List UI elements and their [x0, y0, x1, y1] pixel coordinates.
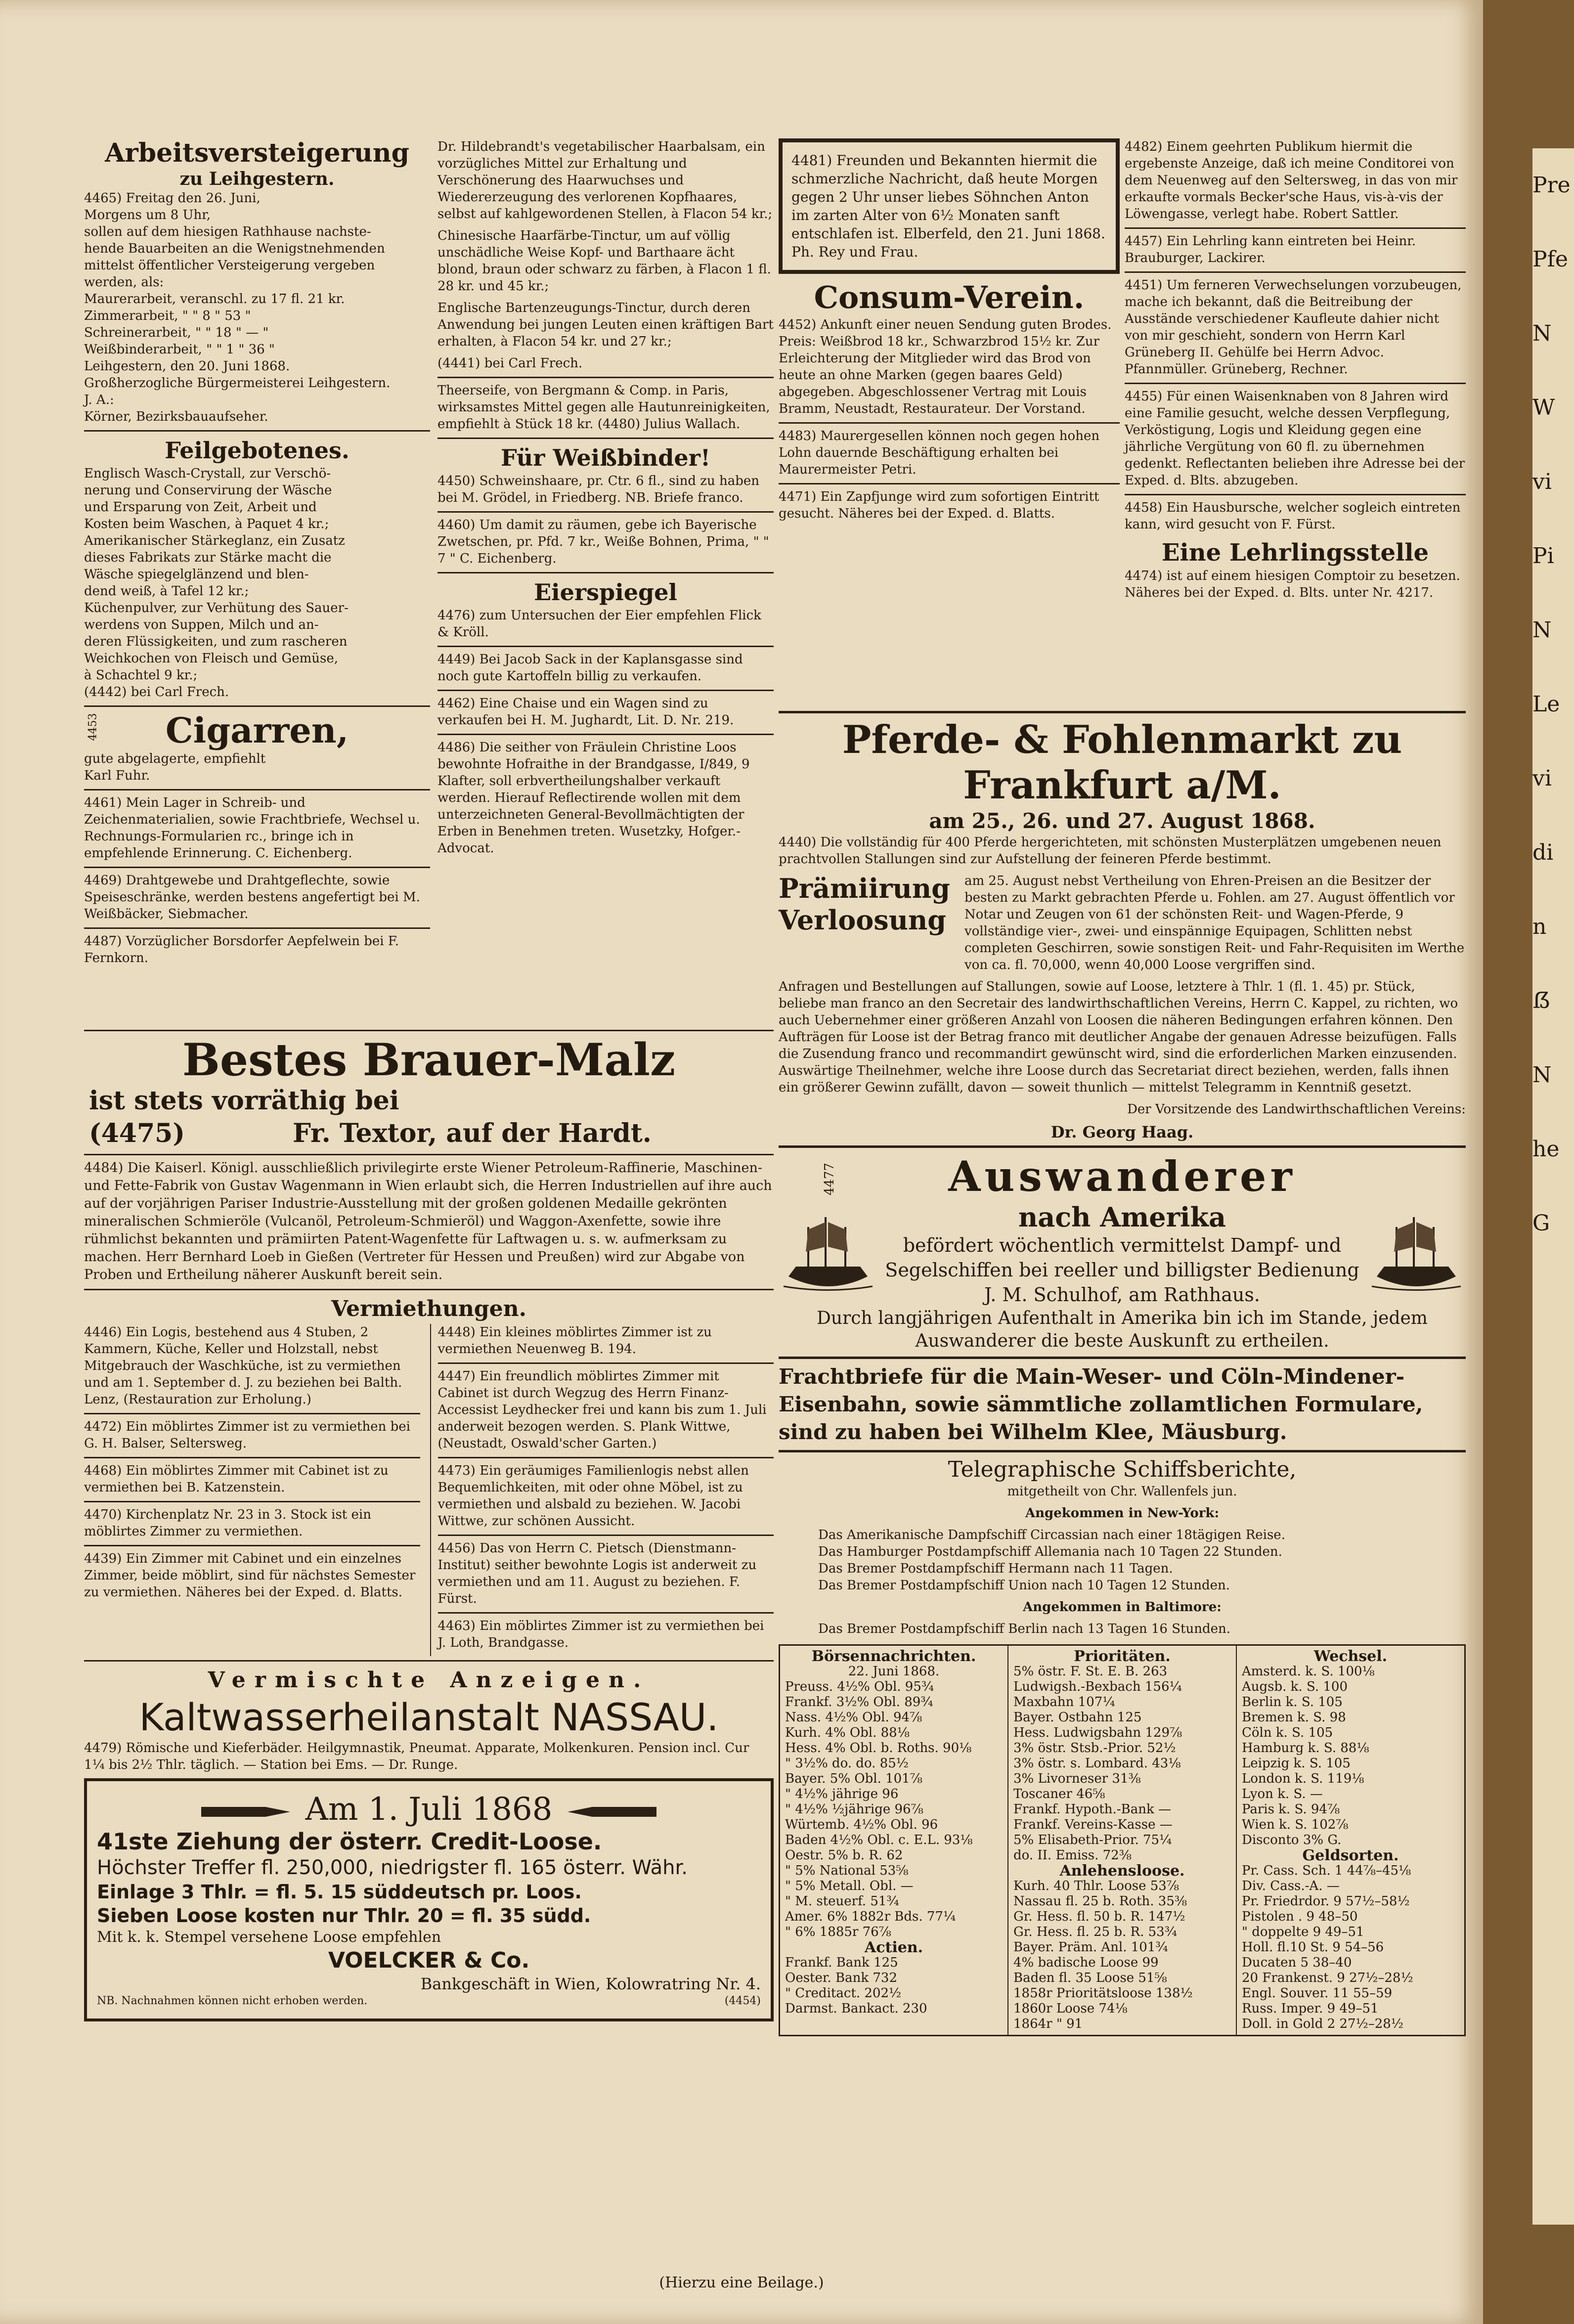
rentals-left [84, 1324, 420, 1656]
stock-quote: Oestr. 5% b. R. 62 [785, 1848, 903, 1863]
stock-quote: 4% badische Loose 99 [1013, 1955, 1159, 1970]
stock-quote: Pistolen . 9 48–50 [1242, 1909, 1358, 1924]
rental-ad: 4456) Das von Herrn C. Pietsch (Dienstmann-Institut) seither bewohnte Logis ist anderweit zu vermiethen und am 11. August zu beziehen. F. Fürst. [437, 1541, 757, 1606]
tar-soap-ad: Theerseife, von Bergmann & Comp. in Paris, wirksamstes Mittel gegen alle Hautunreinigkeiten, empfiehlt à Stück 18 kr. (4480) Julius Wallach. [437, 383, 770, 432]
stock-quote: Engl. Souver. 11 55–59 [1242, 1986, 1393, 2001]
auction-line: sollen auf dem hiesigen Rathhause nachste- [84, 224, 371, 239]
for-sale-line: (4442) bei Carl Frech. [84, 685, 229, 700]
emigrant-number: 4477 [822, 1162, 837, 1196]
rental-ad: 4463) Ein möblirtes Zimmer ist zu vermiethen bei J. Loth, Brandgasse. [437, 1619, 764, 1650]
credit-line-2: Höchster Treffer fl. 250,000, niedrigster fl. 165 österr. Währ. [97, 1856, 688, 1879]
death-notice [779, 138, 1120, 274]
stock-quote: Darmst. Bankact. 230 [785, 2001, 927, 2016]
auction-line: Weißbinderarbeit, " " 1 " 36 " [84, 342, 275, 357]
egg-mirror-ad: 4476) zum Untersuchen der Eier empfehlen Flick & Kröll. [437, 608, 761, 640]
credit-line-3: Einlage 3 Thlr. = fl. 5. 15 süddeutsch pr. Loos. [97, 1881, 582, 1903]
credit-firm: VOELCKER & Co. [328, 1948, 530, 1973]
stock-table [779, 1644, 1466, 2036]
malt-line: ist stets vorräthig bei [89, 1086, 399, 1116]
for-sale-line: dend weiß, à Tafel 12 kr.; [84, 584, 249, 599]
stock-list-3 [1242, 1664, 1459, 1848]
rental-ad: 4470) Kirchenplatz Nr. 23 in 3. Stock ist ein möblirtes Zimmer zu vermiethen. [84, 1507, 371, 1539]
stock-quote: 1860r Loose 74⅛ [1013, 2001, 1128, 2016]
stock-heading-coins: Geldsorten. [1302, 1847, 1399, 1864]
stock-quote: Baden fl. 35 Loose 51⅝ [1013, 1971, 1167, 1985]
emigrant-heading: Auswanderer [948, 1152, 1296, 1201]
stock-quote: 20 Frankenst. 9 27½–28½ [1242, 1971, 1413, 1985]
for-sale-list [84, 465, 430, 701]
column-3 [779, 138, 1120, 527]
stock-quote: Gr. Hess. fl. 50 b. R. 147½ [1013, 1909, 1185, 1924]
divider [84, 1501, 420, 1502]
classified-ad: 4458) Ein Hausbursche, welcher sogleich eintreten kann, wird gesucht von F. Fürst. [1125, 500, 1461, 532]
prize-heading: Prämiirung Verloosung [779, 873, 950, 936]
pointing-hand-icon [196, 1797, 295, 1827]
prize-section [779, 873, 1466, 978]
column-1-ads [84, 794, 430, 966]
emigrant-text: befördert wöchentlich vermittelst Dampf- und Segelschiffen bei reeller und billigster Bedienung J. M. Schulhof, am Rathhaus. [885, 1234, 1359, 1306]
ship-report-line: Das Amerikanische Dampfschiff Circassian nach einer 18tägigen Reise. [818, 1528, 1285, 1542]
stock-quote: Gr. Hess. fl. 25 b. R. 53¾ [1013, 1925, 1177, 1939]
stock-quote: Nass. 4½% Obl. 94⅞ [785, 1710, 922, 1725]
rental-ad: 4439) Ein Zimmer mit Cabinet und ein einzelnes Zimmer, beide möblirt, sind für nächstes Semester zu vermiethen. Näheres bei der Exped. d. Blatts. [84, 1551, 416, 1600]
credit-nb: NB. Nachnahmen können nicht erhoben werden. [97, 1995, 368, 2007]
rentals [84, 1324, 774, 1656]
auction-line: werden, als: [84, 275, 164, 290]
adjacent-page-fragment: G [1532, 1211, 1550, 1236]
column-4 [1125, 138, 1466, 606]
stock-heading-2: Prioritäten. [1074, 1648, 1171, 1665]
stock-quote: Frankf. Hypoth.-Bank — [1013, 1802, 1171, 1817]
auction-line: hende Bauarbeiten an die Wenigstnehmenden [84, 241, 385, 256]
emigrant-subheading: nach Amerika [1018, 1201, 1226, 1233]
stock-list-coins [1242, 1863, 1459, 2032]
classified-ad: 4471) Ein Zapfjunge wird zum sofortigen Eintritt gesucht. Näheres bei der Exped. d. Blatts. [779, 489, 1099, 521]
classified-ad: Englische Bartenzeugungs-Tinctur, durch deren Anwendung bei jungen Leuten einen kräftigen Bart erhalten, à Flacon 54 kr. und 27 kr.; [437, 301, 774, 349]
horse-market-sign-1: Der Vorsitzende des Landwirthschaftlichen Vereins: [1127, 1102, 1466, 1117]
adjacent-page-strip [1532, 148, 1574, 2225]
classified-ad: 4486) Die seither von Fräulein Christine Loos bewohnte Hofraithe in der Brandgasse, I/849, 9 Klafter, soll erbvertheilungshalber verkauft werden. Hierauf Reflectirende wollen mit dem unterzeichneten General-Bevollmächtigten der Erben in Benehmen treten. Wusetzky, Hofger.-Advocat. [437, 740, 750, 856]
telegraph-list-1 [779, 1527, 1466, 1594]
adjacent-page-fragment: ẞ [1532, 988, 1551, 1013]
divider [84, 1660, 774, 1662]
for-sale-line: Weichkochen von Fleisch und Gemüse, [84, 651, 338, 666]
malt-vendor: Fr. Textor, auf der Hardt. [293, 1118, 652, 1148]
stock-quote: Augsb. k. S. 100 [1242, 1679, 1348, 1694]
divider [437, 438, 774, 439]
divider [84, 867, 430, 868]
classified-ad: Chinesische Haarfärbe-Tinctur, um auf völlig unschädliche Weise Kopf- und Barthaare ächt blond, braun oder schwarz zu färben, à Flacon 1 fl. 28 kr. und 45 kr.; [437, 228, 771, 294]
nassau-title: Kaltwasserheilanstalt NASSAU. [139, 1695, 719, 1739]
stock-quote: Div. Cass.-A. — [1242, 1879, 1340, 1893]
adjacent-page-fragment: he [1532, 1137, 1560, 1162]
rental-ad: 4473) Ein geräumiges Familienlogis nebst allen Bequemlichkeiten, mit oder ohne Möbel, ist zu vermiethen und alsbald zu beziehen. W. Jacobi Wittwe, zur schönen Aussicht. [437, 1463, 749, 1529]
stock-quote: Bremen k. S. 98 [1242, 1710, 1346, 1725]
telegraph-list-2 [779, 1621, 1466, 1637]
for-sale-line: und Ersparung von Zeit, Arbeit und [84, 500, 317, 515]
telegraph-subheading: mitgetheilt von Chr. Wallenfels jun. [1007, 1484, 1237, 1499]
stock-list-1 [785, 1679, 1003, 1940]
stock-quote: London k. S. 119⅛ [1242, 1771, 1364, 1786]
classified-ad: 4469) Drahtgewebe und Drahtgeflechte, sowie Speiseschränke, werden bestens angefertigt bei M. Weißbäcker, Siebmacher. [84, 873, 420, 921]
petroleum-ad: 4484) Die Kaiserl. Königl. ausschließlich privilegirte erste Wiener Petroleum-Raffinerie, Maschinen- und Fette-Fabrik von Gustav Wagenmann in Wien erlaubt sich, die Herren Industriellen auf ihre auch auf der vorjährigen Pariser Industrie-Ausstellung mit der großen goldenen Medaille gekrönten mineralischen Schmieröle (Vulcanöl, Petroleum-Schmieröl) und Waggon-Axenfette, sowie ihre rühmlichst bekannten und prämiirten Patent-Wagenfette für Laftwagen u. s. w. aufmerksam zu machen. Herr Bernhard Loeb in Gießen (Vertreter für Hessen und Preußen) wird zur Abgabe von Proben und Ertheilung näherer Auskunft bereit sein. [84, 1160, 772, 1282]
cigar-line: gute abgelagerte, empfiehlt [84, 751, 266, 766]
auction-line: 4465) Freitag den 26. Juni, [84, 191, 261, 206]
stock-quote: Russ. Imper. 9 49–51 [1242, 2001, 1379, 2016]
stock-quote: Toscaner 46⅝ [1013, 1787, 1105, 1801]
classified-ad: 4483) Maurergesellen können noch gegen hohen Lohn dauernde Beschäftigung erhalten bei Maurermeister Petri. [779, 429, 1100, 477]
cigar-ad [84, 711, 430, 784]
malt-banner [84, 1026, 774, 2021]
divider [438, 1612, 774, 1614]
divider [84, 789, 430, 790]
cigar-ad-number: 4453 [87, 713, 99, 741]
divider [437, 572, 774, 573]
auction-line: Maurerarbeit, veranschl. zu 17 fl. 21 kr. [84, 292, 345, 307]
stock-quote: " 6% 1885r 76⅞ [785, 1925, 891, 1939]
divider [1125, 494, 1466, 495]
divider [437, 646, 774, 647]
divider [438, 1535, 774, 1536]
divider [438, 1457, 774, 1458]
plums-ad: 4460) Um damit zu räumen, gebe ich Bayerische Zwetschen, pr. Pfd. 7 kr., Weiße Bohnen, Prima, " " 7 " C. Eichenberg. [437, 518, 769, 566]
stock-quote: " Creditact. 202½ [785, 1986, 902, 2001]
adjacent-page-fragment: Pre [1532, 173, 1571, 198]
divider [779, 483, 1120, 484]
stock-quote: Oester. Bank 732 [785, 1971, 897, 1985]
malt-heading: Bestes Brauer-Malz [182, 1034, 676, 1086]
stock-quote: Bayer. Präm. Anl. 101¾ [1013, 1940, 1168, 1955]
divider [437, 511, 774, 513]
stock-heading-loans: Anlehensloose. [1059, 1862, 1185, 1880]
stock-quote: Cöln k. S. 105 [1242, 1725, 1333, 1740]
horse-market-ad [779, 707, 1466, 2036]
rental-ad: 4446) Ein Logis, bestehend aus 4 Stuben, 2 Kammern, Küche, Keller und Holzstall, nebst Mitgebrauch der Waschküche, ist zu vermiethen und am 1. September d. J. zu beziehen bei Balth. Lenz, (Restauration zur Erholung.) [84, 1325, 402, 1407]
rentals-heading: Vermiethungen. [331, 1296, 526, 1321]
stock-quote: Wien k. S. 102⅞ [1242, 1817, 1349, 1832]
stock-quote: Hess. Ludwigsbahn 129⅞ [1013, 1725, 1182, 1740]
adjacent-page-fragment: W [1532, 395, 1555, 420]
adjacent-page-fragment: Pi [1532, 543, 1554, 569]
stock-quote: Ludwigsh.-Bexbach 156¼ [1013, 1679, 1182, 1694]
emigrant-ad [779, 1152, 1466, 1353]
for-sale-line: dieses Fabrikats zur Stärke macht die [84, 550, 332, 565]
divider [84, 1545, 420, 1546]
egg-mirror-heading: Eierspiegel [534, 579, 677, 606]
stock-quote: " 4½% ½jährige 96⅞ [785, 1802, 923, 1817]
telegraph-h2: Angekommen in Baltimore: [1023, 1600, 1222, 1615]
hair-balsam-ad [437, 138, 774, 372]
for-sale-line: nerung und Conservirung der Wäsche [84, 483, 332, 498]
classified-ad: 4457) Ein Lehrling kann eintreten bei Heinr. Brauburger, Lackirer. [1125, 234, 1416, 265]
stock-quote: Baden 4½% Obl. c. E.L. 93⅛ [785, 1833, 973, 1847]
ship-report-line: Das Bremer Postdampfschiff Hermann nach 11 Tagen. [818, 1561, 1173, 1576]
stock-list-actien [785, 1955, 1003, 2017]
divider [779, 1145, 1466, 1148]
stock-quote: Ducaten 5 38–40 [1242, 1955, 1352, 1970]
consum-heading: Consum-Verein. [814, 279, 1085, 315]
horse-market-dates: am 25., 26. und 27. August 1868. [929, 809, 1315, 833]
auction-line: Leihgestern, den 20. Juni 1868. [84, 359, 290, 374]
stock-quote: Lyon k. S. — [1242, 1787, 1323, 1801]
ship-report-line: Das Hamburger Postdampfschiff Allemania nach 10 Tagen 22 Stunden. [818, 1544, 1282, 1559]
for-sale-line: à Schachtel 9 kr.; [84, 668, 198, 683]
stock-quote: Disconto 3% G. [1242, 1833, 1342, 1847]
horse-market-sign-2: Dr. Georg Haag. [1050, 1123, 1194, 1141]
adjacent-page-fragment: N [1532, 617, 1552, 643]
classified-ad: 4449) Bei Jacob Sack in der Kaplansgasse sind noch gute Kartoffeln billig zu verkaufen. [437, 652, 743, 684]
rentals-right [430, 1324, 774, 1656]
stock-quote: Kurh. 4% Obl. 88⅛ [785, 1725, 910, 1740]
death-notice-text: 4481) Freunden und Bekannten hiermit die schmerzliche Nachricht, daß heute Morgen gegen 2 Uhr unser liebes Söhnchen Anton im zarten Alter von 6½ Monaten sanft entschlafen ist. Elberfeld, den 21. Juni 1868. Ph. Rey und Frau. [791, 152, 1105, 260]
stock-quote: Pr. Cass. Sch. 1 44⅞–45⅛ [1242, 1863, 1411, 1878]
credit-date: Am 1. Juli 1868 [305, 1791, 553, 1828]
auction-line: Schreinerarbeit, " " 18 " — " [84, 325, 269, 340]
for-sale-line: Küchenpulver, zur Verhütung des Sauer- [84, 601, 349, 615]
for-sale-line: deren Flüssigkeiten, und zum rascheren [84, 634, 348, 649]
sailing-ship-icon [1367, 1207, 1466, 1301]
auction-subheading: zu Leihgestern. [179, 169, 335, 189]
stock-quote: Pr. Friedrdor. 9 57½–58½ [1242, 1894, 1410, 1909]
stock-quote: Frankf. Bank 125 [785, 1955, 898, 1970]
stock-quote: Amsterd. k. S. 100⅛ [1242, 1664, 1375, 1679]
stock-quote: 3% östr. Stsb.-Prior. 52½ [1013, 1741, 1176, 1755]
pointing-hand-icon [563, 1797, 661, 1827]
credit-line-4: Sieben Loose kosten nur Thlr. 20 = fl. 35 südd. [97, 1905, 591, 1927]
divider [779, 1357, 1466, 1359]
classified-ad: 4455) Für einen Waisenknaben von 8 Jahren wird eine Familie gesucht, welche dessen Verpflegung, Verköstigung, Logis und Kleidung gegen eine jährliche Vergütung von 60 fl. zu übernehmen gedenkt. Reflectanten belieben ihre Adresse bei der Exped. d. Blts. abzugeben. [1125, 389, 1465, 488]
divider [84, 1154, 774, 1155]
for-sale-line: Englisch Wasch-Crystall, zur Verschö- [84, 466, 331, 481]
stock-quote: " M. steuerf. 51¾ [785, 1894, 899, 1909]
column-1 [84, 138, 430, 971]
divider [1125, 271, 1466, 273]
credit-line-5: Mit k. k. Stempel versehene Loose empfehlen [97, 1929, 441, 1946]
whitewasher-heading: Für Weißbinder! [500, 444, 711, 471]
stock-date: 22. Juni 1868. [848, 1664, 940, 1679]
divider [438, 1362, 774, 1364]
divider [1125, 383, 1466, 384]
adjacent-page-fragment: vi [1532, 469, 1552, 494]
rental-ad: 4448) Ein kleines möblirtes Zimmer ist zu vermiethen Neuenweg B. 194. [437, 1325, 712, 1357]
adjacent-page-fragment: Pfe [1532, 247, 1568, 272]
classified-ad: (4441) bei Carl Frech. [437, 356, 583, 371]
stock-quote: Hess. 4% Obl. b. Roths. 90⅛ [785, 1741, 972, 1755]
rental-ad: 4472) Ein möblirtes Zimmer ist zu vermiethen bei G. H. Balser, Seltersweg. [84, 1419, 410, 1451]
stock-quote: " 5% Metall. Obl. — [785, 1879, 914, 1893]
divider [84, 430, 430, 432]
horse-market-title: Pferde- & Fohlenmarkt zu Frankfurt a/M. [842, 717, 1402, 808]
auction-line: Morgens um 8 Uhr, [84, 208, 211, 222]
stock-quote: " 4½% jährige 96 [785, 1787, 899, 1801]
classified-ad: 4462) Eine Chaise und ein Wagen sind zu verkaufen bei H. M. Jughardt, Lit. D. Nr. 219. [437, 696, 734, 728]
stock-quote: " 5% National 53⅝ [785, 1863, 909, 1878]
telegraph-h1: Angekommen in New-York: [1025, 1506, 1220, 1521]
divider [84, 1457, 420, 1458]
for-sale-line: Amerikanischer Stärkeglanz, ein Zusatz [84, 533, 345, 548]
divider [779, 1450, 1466, 1452]
auction-line: Körner, Bezirksbauaufseher. [84, 409, 268, 424]
divider [437, 690, 774, 691]
telegraph-heading: Telegraphische Schiffsberichte, [948, 1457, 1297, 1482]
stock-quote: 3% östr. s. Lombard. 43⅛ [1013, 1756, 1181, 1771]
auction-line: J. A.: [84, 393, 114, 407]
horse-market-more: Anfragen und Bestellungen auf Stallungen, sowie auf Loose, letztere à Thlr. 1 (fl. 1. 45) pr. Stück, beliebe man franco an den Secretair des landwirthschaftlichen Vereins, Herrn C. Kappel, zu richten, wo auch Uebernehmer einer größeren Anzahl von Loosen die näheren Bedingungen erfahren können. Den Aufträgen für Loose ist der Betrag franco mit deutlicher Angabe der genauen Adresse beizufügen. Falls die Zusendung franco und recommandirt gewünscht wird, sind die erforderlichen Marken einzusenden. Auswärtige Theilnehmer, welche ihre Loose durch das Secretariat direct beziehen, werden, falls ihnen ein größerer Gewinn zufällt, davon — soweit thunlich — mittelst Telegramm in Kenntniß gesetzt. [779, 979, 1458, 1095]
cigar-text [84, 750, 430, 784]
stock-quote: 5% Elisabeth-Prior. 75¼ [1013, 1833, 1172, 1847]
stock-quote: " doppelte 9 49–51 [1242, 1925, 1364, 1939]
divider [84, 1030, 774, 1031]
column-2 [437, 138, 774, 862]
malt-number: (4475) [89, 1118, 185, 1148]
divider [84, 1289, 774, 1290]
stock-quote: Frankf. 3½% Obl. 89¾ [785, 1695, 933, 1710]
adjacent-page-fragment: n [1532, 914, 1547, 939]
stock-col-1 [780, 1646, 1008, 2035]
divider [84, 705, 430, 707]
freight-ad: Frachtbriefe für die Main-Weser- und Cöln-Mindener-Eisenbahn, sowie sämmtliche zollamtlichen Formulare, sind zu haben bei Wilhelm Klee, Mäusburg. [779, 1364, 1423, 1444]
stock-quote: Preuss. 4½% Obl. 95¾ [785, 1679, 934, 1694]
divider [779, 422, 1120, 424]
stock-heading-actien: Actien. [864, 1939, 923, 1956]
column-4-ads [1125, 138, 1466, 533]
adjacent-page-fragment: N [1532, 1062, 1552, 1088]
divider [84, 1413, 420, 1414]
divider [84, 927, 430, 929]
stock-quote: Doll. in Gold 2 27½–28½ [1242, 2017, 1404, 2031]
divider [779, 711, 1466, 713]
stock-quote: Nassau fl. 25 b. Roth. 35⅜ [1013, 1894, 1187, 1909]
ship-report-line: Das Bremer Postdampfschiff Berlin nach 13 Tagen 16 Stunden. [818, 1622, 1230, 1636]
auction-line: Großherzogliche Bürgermeisterei Leihgestern. [84, 376, 391, 391]
stock-quote: " 3½% do. do. 85½ [785, 1756, 909, 1771]
stock-quote: Leipzig k. S. 105 [1242, 1756, 1351, 1771]
cigar-heading: Cigarren, [165, 710, 349, 751]
stock-quote: Holl. fl.10 St. 9 54–56 [1242, 1940, 1384, 1955]
prize-text: am 25. August nebst Vertheilung von Ehren-Preisen an die Besitzer der besten zu Markt gebrachten Pferde u. Fohlen. am 27. August öffentlich vor Notar und Zeugen von 61 der schönsten Reit- und Wagen-Pferde, 9 vollständige vier-, zwei- und einspännige Equipagen, Schlitten nebst completen Geschirren, sowie sonstigen Reit- und Fahr-Requisiten im Werthe von ca. fl. 70,000, wenn 40,000 Loose vergriffen sind. [964, 874, 1465, 972]
rental-ad: 4447) Ein freundlich möblirtes Zimmer mit Cabinet ist durch Wegzug des Herrn Finanz-Accessist Leydhecker frei und kann bis zum 1. Juli anderweit bezogen werden. S. Plank Wittwe, (Neustadt, Oswald'scher Garten.) [437, 1369, 767, 1451]
column-2-ads [437, 651, 774, 857]
emigrant-text-2: Durch langjährigen Aufenthalt in Amerika bin ich im Stande, jedem Auswanderer die beste Auskunft zu ertheilen. [817, 1308, 1428, 1351]
for-sale-line: Kosten beim Waschen, à Paquet 4 kr.; [84, 517, 329, 531]
stock-quote: Berlin k. S. 105 [1242, 1695, 1343, 1710]
credit-address: Bankgeschäft in Wien, Kolowratring Nr. 4. [420, 1974, 761, 1993]
for-sale-heading: Feilgebotenes. [165, 437, 350, 464]
divider [437, 377, 774, 378]
footer-note: (Hierzu eine Beilage.) [659, 2274, 824, 2291]
nassau-text: 4479) Römische und Kieferbäder. Heilgymnastik, Pneumat. Apparate, Molkenkuren. Pension incl. Cur 1¼ bis 2½ Thlr. täglich. — Station bei Ems. — Dr. Runge. [84, 1741, 749, 1772]
horse-market-text: 4440) Die vollständig für 400 Pferde hergerichteten, mit schönsten Musterplätzen umgebenen neuen prachtvollen Stallungen sind zur Aufstellung der feineren Pferde bestimmt. [779, 835, 1442, 867]
auction-notice [84, 190, 430, 425]
credit-lottery-ad [84, 1778, 774, 2021]
ship-report-line: Das Bremer Postdampfschiff Union nach 10 Tagen 12 Stunden. [818, 1578, 1230, 1593]
stock-quote: Bayer. Ostbahn 125 [1013, 1710, 1142, 1725]
apprentice-text: 4474) ist auf einem hiesigen Comptoir zu besetzen. Näheres bei der Exped. d. Blts. unter Nr. 4217. [1125, 569, 1460, 600]
stock-list-loans [1013, 1879, 1231, 2032]
classified-ad: 4482) Einem geehrten Publikum hiermit die ergebenste Anzeige, daß ich meine Conditorei von dem Neuenweg auf den Seltersweg, in das von mir erkaufte vormals Becker'sche Haus, vis-à-vis der Löwengasse, verlegt habe. Robert Sattler. [1125, 139, 1458, 221]
stock-heading-1: Börsennachrichten. [811, 1648, 976, 1665]
credit-line-1: 41ste Ziehung der österr. Credit-Loose. [97, 1828, 602, 1855]
cigar-line: Karl Fuhr. [84, 768, 150, 783]
consum-text: 4452) Ankunft einer neuen Sendung guten Brodes. Preis: Weißbrod 18 kr., Schwarzbrod 15½ kr. Zur Erleichterung der Mitglieder wird das Brod von heute an ohne Marken (gegen baares Geld) abgegeben. Abgeschlossener Vertrag mit Louis Bramm, Neustadt, Restaurateur. Der Vorstand. [779, 317, 1112, 416]
stock-quote: 1864r " 91 [1013, 2017, 1083, 2031]
stock-heading-3: Wechsel. [1313, 1648, 1388, 1665]
stock-quote: Paris k. S. 94⅞ [1242, 1802, 1340, 1817]
for-sale-line: Wäsche spiegelglänzend und blen- [84, 567, 309, 582]
classified-ad: Dr. Hildebrandt's vegetabilischer Haarbalsam, ein vorzügliches Mittel zur Erhaltung und Verschönerung des Haarwuchses und Wiedererzeugung des verlorenen Kopfhaares, selbst auf kahlgewordenen Stellen, à Flacon 54 kr.; [437, 139, 773, 221]
for-sale-line: werdens von Suppen, Milch und an- [84, 617, 319, 632]
adjacent-page-fragment: Le [1532, 692, 1560, 717]
adjacent-page-fragment: N [1532, 321, 1552, 346]
divider [1125, 227, 1466, 229]
stock-quote: Hamburg k. S. 88⅛ [1242, 1741, 1369, 1755]
adjacent-page-fragment: di [1532, 840, 1554, 865]
credit-number: (4454) [724, 1995, 761, 2007]
stock-quote: Bayer. 5% Obl. 101⅞ [785, 1771, 922, 1786]
rental-ad: 4468) Ein möblirtes Zimmer mit Cabinet ist zu vermiethen bei B. Katzenstein. [84, 1463, 389, 1495]
auction-heading: Arbeitsversteigerung [105, 138, 409, 168]
classified-ad: 4487) Vorzüglicher Borsdorfer Aepfelwein bei F. Fernkorn. [84, 934, 399, 965]
stock-list-2 [1013, 1664, 1231, 1863]
stock-quote: Frankf. Vereins-Kasse — [1013, 1817, 1173, 1832]
stock-quote: Kurh. 40 Thlr. Loose 53⅞ [1013, 1879, 1180, 1893]
stock-col-2 [1008, 1646, 1237, 2035]
stock-col-3 [1237, 1646, 1464, 2035]
apprentice-heading: Eine Lehrlingsstelle [1161, 539, 1429, 567]
stock-quote: 1858r Prioritätsloose 138½ [1013, 1986, 1193, 2001]
column-3-ads [779, 428, 1120, 522]
stock-quote: do. II. Emiss. 72⅜ [1013, 1848, 1132, 1863]
pig-bristles-ad: 4450) Schweinshaare, pr. Ctr. 6 fl., sind zu haben bei M. Grödel, in Friedberg. NB. Briefe franco. [437, 474, 760, 505]
stock-quote: Maxbahn 107¼ [1013, 1695, 1115, 1710]
adjacent-page-fragment: vi [1532, 766, 1552, 791]
misc-heading: Vermischte Anzeigen. [208, 1667, 650, 1693]
classified-ad: 4461) Mein Lager in Schreib- und Zeichenmaterialien, sowie Frachtbriefe, Wechsel u. Rechnungs-Formularien rc., bringe ich in empfehlende Erinnerung. C. Eichenberg. [84, 795, 420, 861]
sailing-ship-icon [779, 1207, 877, 1301]
auction-line: Zimmerarbeit, " " 8 " 53 " [84, 308, 251, 323]
auction-line: mittelst öffentlicher Versteigerung vergeben [84, 258, 375, 273]
classified-ad: 4451) Um ferneren Verwechselungen vorzubeugen, mache ich bekannt, daß die Beitreibung der Ausstände verschiedener Kaufleute dahier nicht von mir geschieht, sondern von Herrn Karl Grüneberg II. Gehülfe bei Herrn Advoc. Pfannmüller. Grüneberg, Rechner. [1125, 278, 1462, 377]
divider [437, 734, 774, 735]
stock-quote: Amer. 6% 1882r Bds. 77¼ [785, 1909, 956, 1924]
stock-quote: 3% Livorneser 31⅜ [1013, 1771, 1141, 1786]
stock-quote: 5% östr. F. St. E. B. 263 [1013, 1664, 1168, 1679]
stock-quote: Würtemb. 4½% Obl. 96 [785, 1817, 938, 1832]
